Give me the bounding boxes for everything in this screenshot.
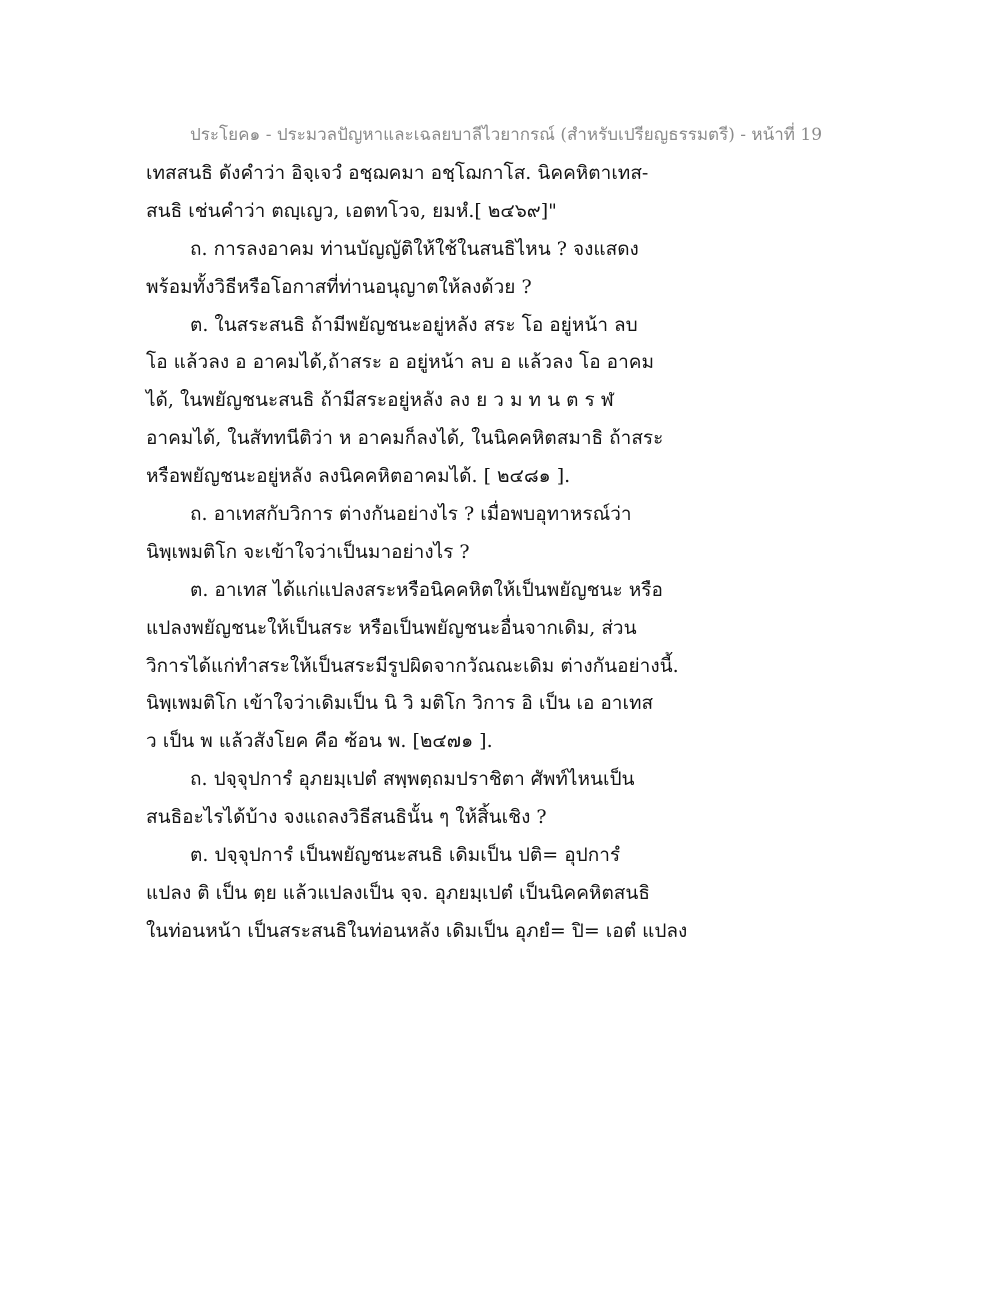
- running-header: ประโยค๑ - ประมวลปัญหาและเฉลยบาลีไวยากรณ์ (สำหรับเปรียญธรรมตรี) - หน้าที่ 19: [190, 125, 823, 145]
- text-line: นิพฺเพมติโก เข้าใจว่าเดิมเป็น นิ วิ มติโก วิการ อิ เป็น เอ อาเทส: [146, 692, 654, 715]
- text-line: ว เป็น พ แล้วสังโยค คือ ซ้อน พ. [๒๔๗๑ ].: [146, 730, 493, 753]
- text-line: หรือพยัญชนะอยู่หลัง ลงนิคคหิตอาคมได้. [ ๒๔๘๑ ].: [146, 465, 571, 488]
- text-line: พร้อมทั้งวิธีหรือโอกาสที่ท่านอนุญาตให้ลงด้วย ?: [146, 275, 532, 298]
- text-line: แปลง ติ เป็น ตฺย แล้วแปลงเป็น จฺจ. อุภยมฺเปตํ เป็นนิคคหิตสนธิ: [146, 881, 650, 904]
- text-line: แปลงพยัญชนะให้เป็นสระ หรือเป็นพยัญชนะอื่นจากเดิม, ส่วน: [146, 616, 637, 639]
- body-text: [146, 158, 726, 954]
- text-line: ถ. อาเทสกับวิการ ต่างกันอย่างไร ? เมื่อพบอุทาหรณ์ว่า: [190, 503, 632, 526]
- text-line: ถ. ปจฺจุปการํ อุภยมฺเปตํ สพฺพตฺถมปราชิตา ศัพท์ไหนเป็น: [190, 768, 635, 791]
- text-line: ต. ในสระสนธิ ถ้ามีพยัญชนะอยู่หลัง สระ โอ อยู่หน้า ลบ: [190, 313, 638, 336]
- text-line: ได้, ในพยัญชนะสนธิ ถ้ามีสระอยู่หลัง ลง ย ว ม ท น ต ร ฬ: [146, 389, 614, 412]
- text-line: ถ. การลงอาคม ท่านบัญญัติให้ใช้ในสนธิไหน ? จงแสดง: [190, 237, 639, 260]
- text-line: ต. ปจฺจุปการํ เป็นพยัญชนะสนธิ เดิมเป็น ปติ= อุปการํ: [190, 844, 621, 867]
- text-line: นิพฺเพมติโก จะเข้าใจว่าเป็นมาอย่างไร ?: [146, 540, 470, 563]
- text-line: เทสสนธิ ดังคำว่า อิจฺเจวํ อชฺฌคมา อชฺโฌกาโส. นิคคหิตาเทส-: [146, 162, 649, 184]
- text-line: ในท่อนหน้า เป็นสระสนธิในท่อนหลัง เดิมเป็น อุภยํ= ปิ= เอตํ แปลง: [146, 919, 688, 942]
- text-line: วิการได้แก่ทำสระให้เป็นสระมีรูปผิดจากวัณณะเดิม ต่างกันอย่างนี้.: [146, 654, 679, 677]
- text-line: โอ แล้วลง อ อาคมได้,ถ้าสระ อ อยู่หน้า ลบ อ แล้วลง โอ อาคม: [146, 351, 654, 374]
- text-line: ต. อาเทส ได้แก่แปลงสระหรือนิคคหิตให้เป็นพยัญชนะ หรือ: [190, 578, 663, 601]
- text-line: สนธิอะไรได้บ้าง จงแถลงวิธีสนธินั้น ๆ ให้สิ้นเชิง ?: [146, 806, 547, 829]
- text-line: อาคมได้, ในสัททนีติว่า ห อาคมก็ลงได้, ในนิคคหิตสมาธิ ถ้าสระ: [146, 427, 664, 450]
- text-line: สนธิ เช่นคำว่า ตญฺเญว, เอตทโวจ, ยมหํ.[ ๒๔๖๙]": [146, 199, 557, 222]
